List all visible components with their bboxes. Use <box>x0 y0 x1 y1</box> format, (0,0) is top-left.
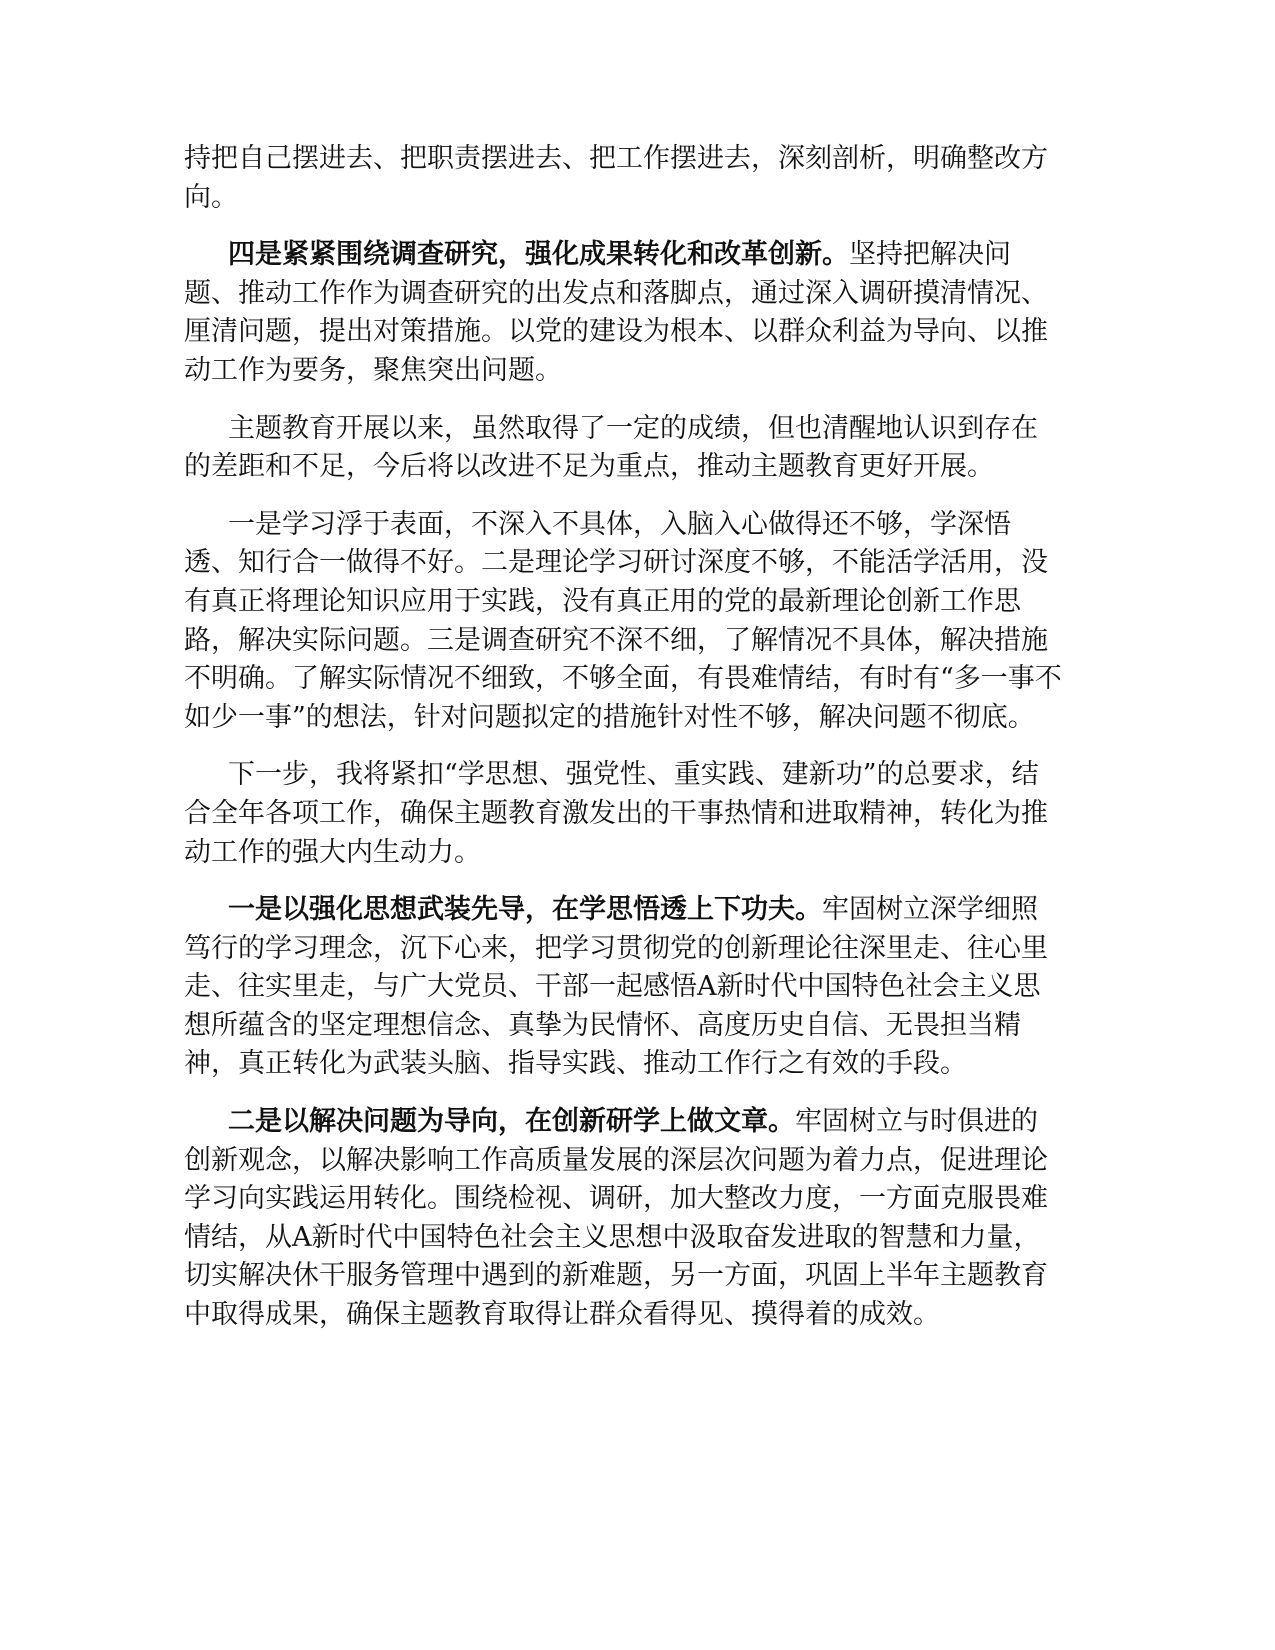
paragraph-next-steps <box>184 756 1064 872</box>
paragraph-lead-heading: 四是紧紧围绕调查研究，强化成果转化和改革创新。 <box>228 239 849 271</box>
paragraph-plan-two <box>184 1103 1064 1335</box>
paragraph-text: 下一步，我将紧扣“学思想、强党性、重实践、建新功”的总要求，结合全年各项工作，确保主题教育激发出的干事热情和进取精神，转化为推动工作的强大内生动力。 <box>184 759 1048 868</box>
paragraph-text: 坚持把解决问题、推动工作作为调查研究的出发点和落脚点，通过深入调研摸清情况、厘清问题，提出对策措施。以党的建设为根本、以群众利益为导向、以推动工作为要务，聚焦突出问题。 <box>184 239 1048 386</box>
paragraph-point-four <box>184 236 1064 390</box>
paragraph-continuation <box>184 140 1064 217</box>
paragraph-text: 牢固树立与时俱进的创新观念，以解决影响工作高质量发展的深层次问题为着力点，促进理论学习向实践运用转化。围绕检视、调研，加大整改力度，一方面克服畏难情结，从A新时代中国特色社会主义思想中汲取奋发进取的智慧和力量，切实解决休干服务管理中遇到的新难题，另一方面，巩固上半年主题教育中取得成果，确保主题教育取得让群众看得见、摸得着的成效。 <box>184 1106 1048 1331</box>
paragraph-lead-heading: 一是以强化思想武装先导，在学思悟透上下功夫。 <box>228 894 822 926</box>
document-page <box>184 140 1064 1354</box>
paragraph-text: 一是学习浮于表面，不深入不具体，入脑入心做得还不够，学深悟透、知行合一做得不好。二是理论学习研讨深度不够，不能活学活用，没有真正将理论知识应用于实践，没有真正用的党的最新理论创新工作思路，解决实际问题。三是调查研究不深不细，了解情况不具体，解决措施不明确。了解实际情况不细致，不够全面，有畏难情结，有时有“多一事不如少一事”的想法，针对问题拟定的措施针对性不够，解决问题不彻底。 <box>184 508 1062 733</box>
paragraph-text: 牢固树立深学细照笃行的学习理念，沉下心来，把学习贯彻党的创新理论往深里走、往心里走、往实里走，与广大党员、干部一起感悟A新时代中国特色社会主义思想所蕴含的坚定理想信念、真挚为民情怀、高度历史自信、无畏担当精神，真正转化为武装头脑、指导实践、推动工作行之有效的手段。 <box>184 894 1048 1080</box>
paragraph-text: 持把自己摆进去、把职责摆进去、把工作摆进去，深刻剖析，明确整改方向。 <box>184 143 1048 213</box>
paragraph-summary <box>184 410 1064 487</box>
paragraph-plan-one <box>184 891 1064 1084</box>
paragraph-lead-heading: 二是以解决问题为导向，在创新研学上做文章。 <box>228 1106 795 1138</box>
paragraph-text: 主题教育开展以来，虽然取得了一定的成绩，但也清醒地认识到存在的差距和不足，今后将以改进不足为重点，推动主题教育更好开展。 <box>184 412 1038 483</box>
paragraph-shortcomings <box>184 506 1064 738</box>
